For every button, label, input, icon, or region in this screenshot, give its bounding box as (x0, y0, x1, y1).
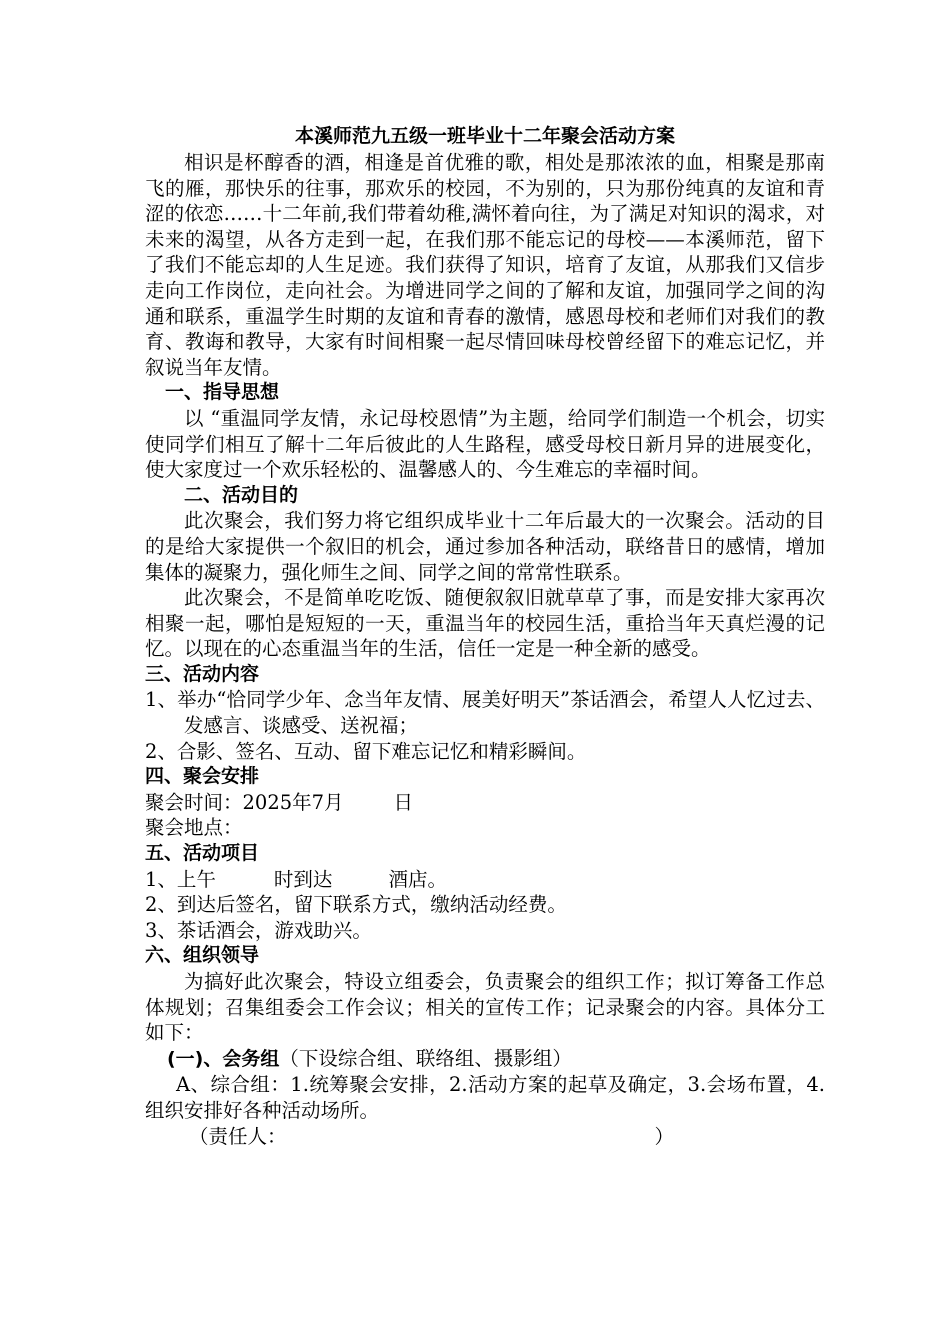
meeting-time-day: 日 (393, 790, 414, 814)
section4-heading: 四、聚会安排 (145, 765, 260, 788)
section2-para1: 此次聚会，我们努力将它组织成毕业十二年后最大的一次聚会。活动的目的是给大家提供一个叙旧的机会，通过参加各种活动，联络昔日的感情，增加集体的凝聚力，强化师生之间、同学之间的常常性联系。 (145, 509, 825, 584)
section5-item1 (145, 867, 825, 893)
meeting-time-label: 聚会时间：2025年7月 (145, 790, 344, 814)
responsible-person (145, 1124, 825, 1150)
section6-a-item: A、综合组：1.统筹聚会安排，2.活动方案的起草及确定，3.会场布置，4.组织安排好各种活动场所。 (145, 1073, 825, 1122)
section5-item1-a: 1、上午 (145, 867, 216, 891)
section6-body: 为搞好此次聚会，特设立组委会，负责聚会的组织工作；拟订筹备工作总体规划；召集组委会工作会议；相关的宣传工作；记录聚会的内容。具体分工如下： (145, 970, 825, 1045)
responsible-open: （责任人： (189, 1124, 287, 1148)
section6-sub-heading: (一)、会务组 (167, 1047, 280, 1070)
section6-heading: 六、组织领导 (145, 944, 260, 967)
responsible-close: ） (654, 1124, 675, 1148)
section5-heading: 五、活动项目 (145, 842, 260, 865)
section1-body: 以 “重温同学友情，永记母校恩情”为主题，给同学们制造一个机会，切实使同学们相互了解十二年后彼此的人生路程，感受母校日新月异的进展变化，使大家度过一个欢乐轻松的、温馨感人的、今生难忘的幸福时间。 (145, 406, 825, 482)
section5-item1-c: 酒店。 (388, 867, 447, 891)
section5-item3: 3、茶话酒会，游戏助兴。 (145, 918, 372, 942)
document-body (145, 122, 825, 1149)
section3-heading: 三、活动内容 (145, 662, 260, 685)
section2-heading: 二、活动目的 (184, 483, 299, 506)
section5-item1-b: 时到达 (273, 867, 333, 891)
section2-para2: 此次聚会，不是简单吃吃饭、随便叙叙旧就草草了事，而是安排大家再次相聚一起，哪怕是短短的一天，重温当年的校园生活，重拾当年天真烂漫的记忆。以现在的心态重温当年的生活，信任一定是一种全新的感受。 (145, 586, 825, 661)
section6-sub-note: （下设综合组、联络组、摄影组） (279, 1046, 572, 1070)
section3-item2: 2、合影、签名、互动、留下难忘记忆和精彩瞬间。 (145, 739, 587, 763)
section6-subsection (145, 1046, 825, 1073)
meeting-place: 聚会地点： (145, 816, 243, 840)
section3-item1: 1、举办“恰同学少年、念当年友情、展美好明天”茶话酒会，希望人人忆过去、发感言、谈感受、送祝福； (145, 688, 825, 738)
section1-heading: 一、指导思想 (165, 381, 280, 404)
document-title: 本溪师范九五级一班毕业十二年聚会活动方案 (294, 125, 675, 147)
intro-paragraph: 相识是杯醇香的酒，相逢是首优雅的歌，相处是那浓浓的血，相聚是那南飞的雁，那快乐的往事，那欢乐的校园，不为别的，只为那份纯真的友谊和青涩的依恋……十二年前,我们带着幼稚,满怀着向往，为了满足对知识的渴求，对未来的渴望，从各方走到一起，在我们那不能忘记的母校——本溪师范，留下了我们不能忘却的人生足迹。我们获得了知识，培育了友谊，从那我们又信步走向工作岗位，走向社会。为增进同学之间的了解和友谊，加强同学之间的沟通和联系，重温学生时期的友谊和青春的激情，感恩母校和老师们对我们的教育、教诲和教导，大家有时间相聚一起尽情回味母校曾经留下的难忘记忆，并叙说当年友情。 (145, 151, 825, 379)
meeting-time (145, 790, 825, 816)
section5-item2: 2、到达后签名，留下联系方式，缴纳活动经费。 (145, 893, 567, 917)
